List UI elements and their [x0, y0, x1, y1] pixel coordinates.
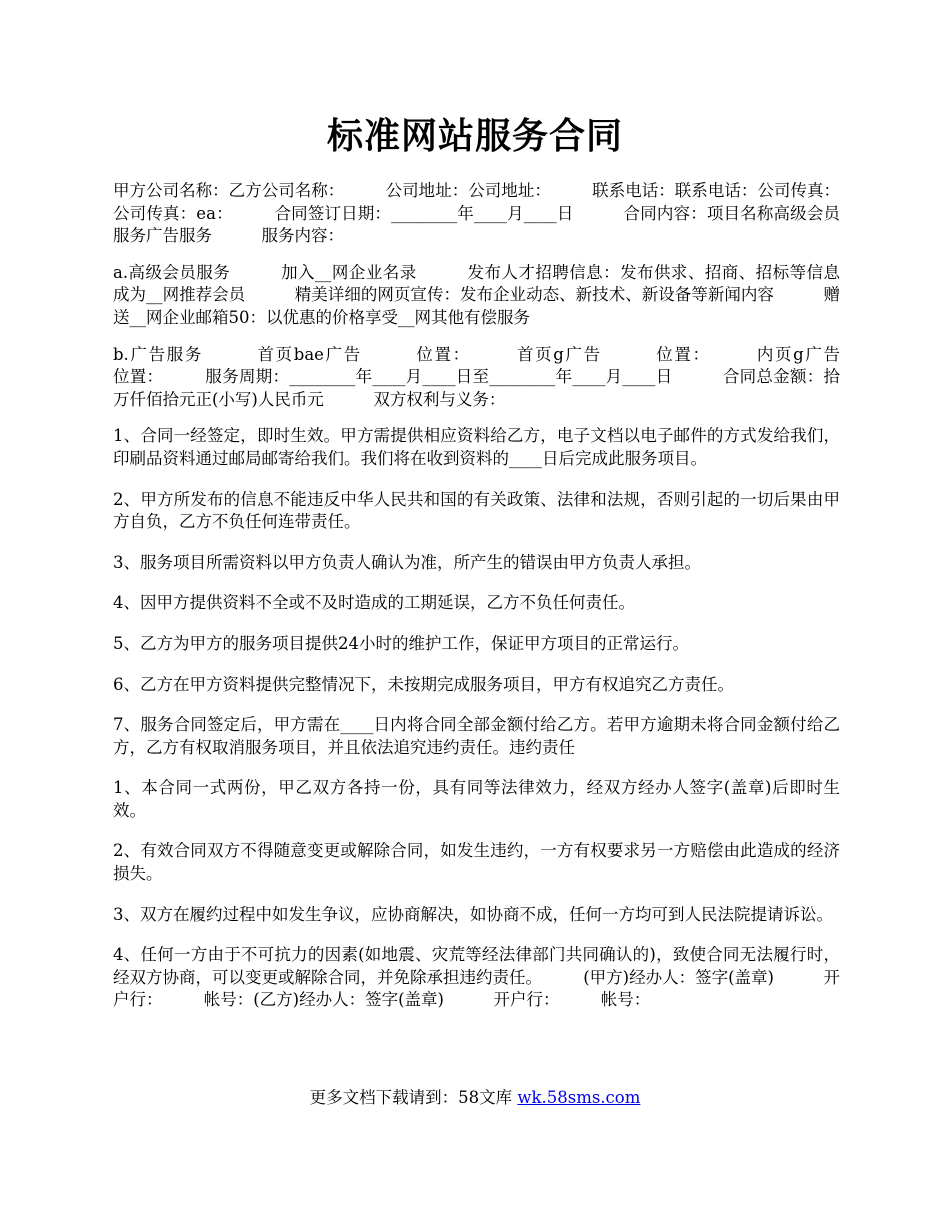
footer-text: 更多文档下载请到：58文库: [309, 1088, 513, 1107]
paragraph-member-service: a.高级会员服务 加入__网企业名录 发布人才招聘信息：发布供求、招商、招标等信息 成为__网推荐会员 精美详细的网页宣传：发布企业动态、新技术、新设备等新闻内容 赠送__网企业邮箱50：以优惠的价格享受__网其他有偿服务: [113, 262, 890, 327]
paragraph-liability-1: 1、本合同一式两份，甲乙双方各持一份，具有同等法律效力，经双方经办人签字(盖章)后即时生效。: [113, 778, 840, 820]
paragraph-liability-3: 3、双方在履约过程中如发生争议，应协商解决，如协商不成，任何一方均可到人民法院提请诉讼。: [113, 904, 833, 924]
paragraph-clause-7: 7、服务合同签定后，甲方需在____日内将合同全部金额付给乙方。若甲方逾期未将合同金额付给乙方，乙方有权取消服务项目，并且依法追究违约责任。违约责任: [113, 715, 840, 757]
paragraph-ad-service: b.广告服务 首页bae广告 位置： 首页g广告 位置： 内页g广告 位置： 服务周期：________年____月____日至________年____月____日 合同总金额：拾万仟佰拾元正(小写)人民币元 双方权利与义务：: [113, 344, 890, 409]
document-title: 标准网站服务合同: [326, 115, 623, 157]
paragraph-liability-2: 2、有效合同双方不得随意变更或解除合同，如发生违约，一方有权要求另一方赔偿由此造成的经济损失。: [113, 841, 840, 884]
paragraph-clause-5: 5、乙方为甲方的服务项目提供24小时的维护工作，保证甲方项目的正常运行。: [113, 633, 689, 653]
download-footer: [0, 1086, 950, 1110]
paragraph-clause-6: 6、乙方在甲方资料提供完整情况下，未按期完成服务项目，甲方有权追究乙方责任。: [113, 674, 734, 694]
paragraph-clause-4: 4、因甲方提供资料不全或不及时造成的工期延误，乙方不负任何责任。: [113, 593, 635, 613]
document-body: [113, 180, 890, 1030]
paragraph-party-info: 甲方公司名称：乙方公司名称： 公司地址：公司地址： 联系电话：联系电话：公司传真：公司传真：ea： 合同签订日期：________年____月____日 合同内容：项目名称高级会员服务广告服务 服务内容：: [113, 181, 840, 246]
paragraph-clause-2: 2、甲方所发布的信息不能违反中华人民共和国的有关政策、法律和法规，否则引起的一切后果由甲方自负，乙方不负任何连带责任。: [113, 489, 840, 532]
footer-link[interactable]: wk.58sms.com: [517, 1088, 641, 1107]
paragraph-liability-4: 4、任何一方由于不可抗力的因素(如地震、灾荒等经法律部门共同确认的)，致使合同无法履行时，经双方协商，可以变更或解除合同，并免除承担违约责任。 (甲方)经办人：签字(盖章) 开户行： 帐号：(乙方)经办人：签字(盖章) 开户行： 帐号：: [113, 945, 840, 1010]
paragraph-clause-3: 3、服务项目所需资料以甲方负责人确认为准，所产生的错误由甲方负责人承担。: [113, 552, 701, 572]
paragraph-clause-1: 1、合同一经签定，即时生效。甲方需提供相应资料给乙方，电子文档以电子邮件的方式发给我们，印刷品资料通过邮局邮寄给我们。我们将在收到资料的____日后完成此服务项目。: [113, 426, 840, 468]
